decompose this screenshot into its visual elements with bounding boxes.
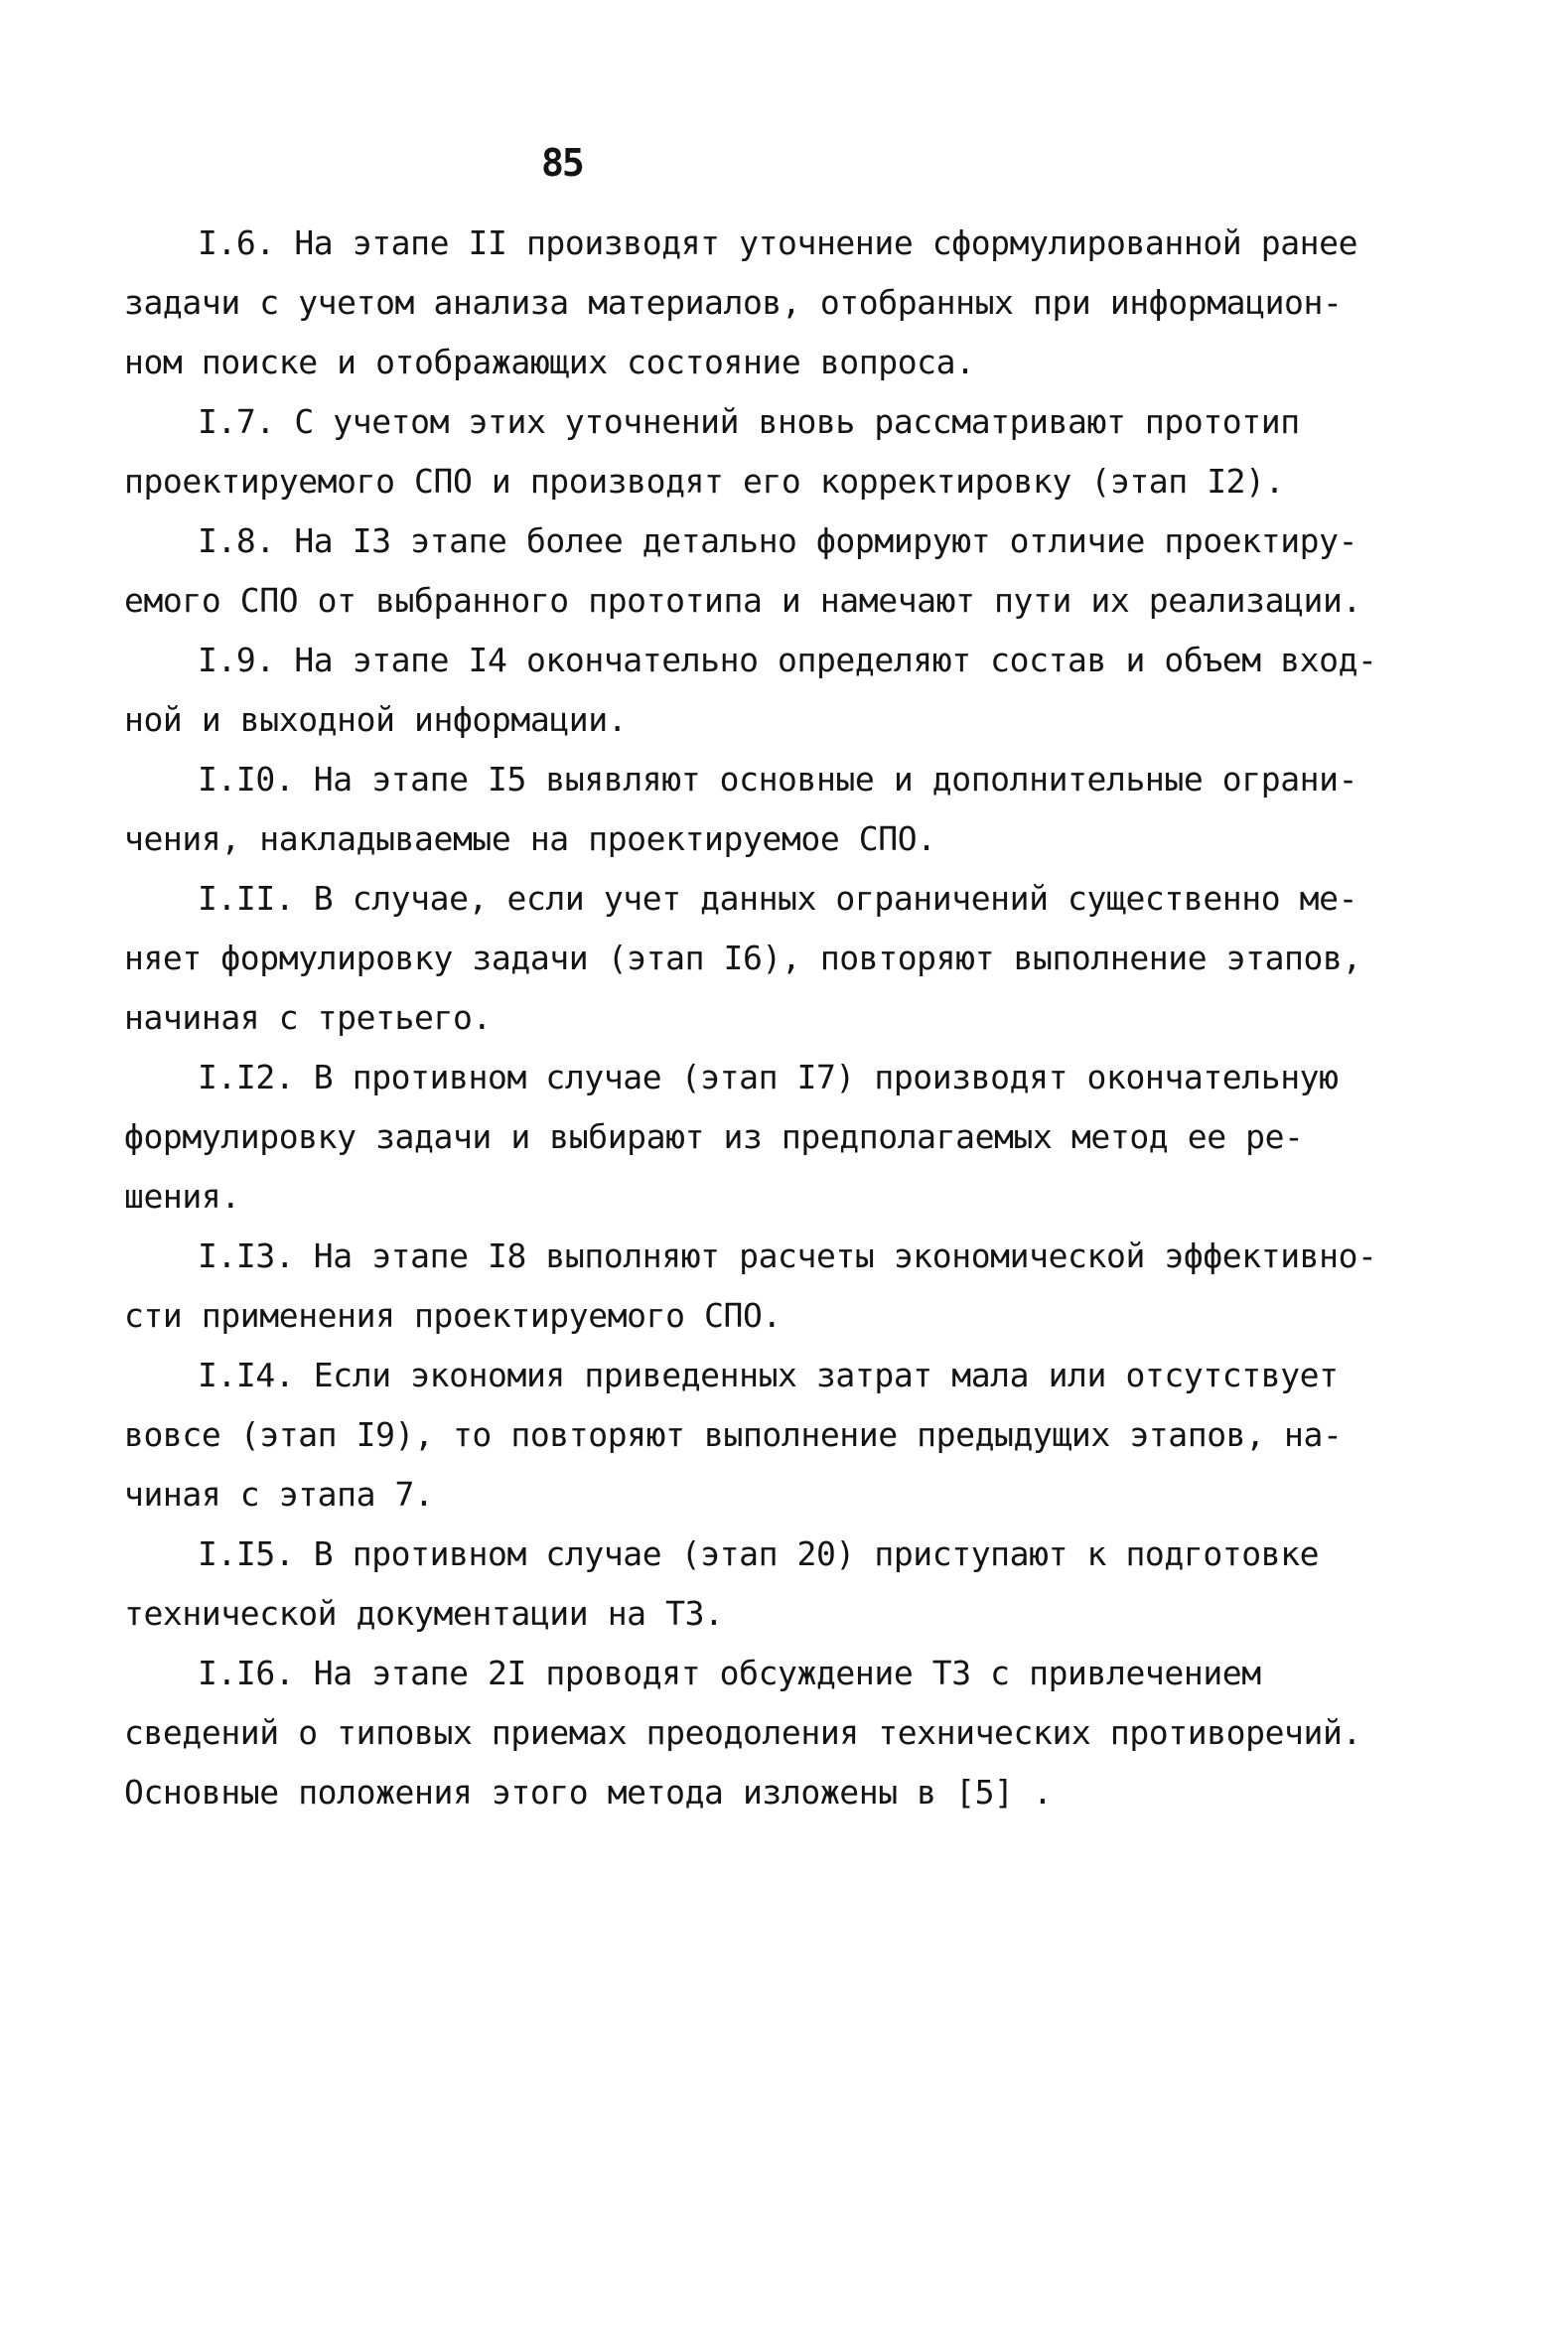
text-line: сти применения проектируемого СПО. bbox=[124, 1296, 782, 1335]
text-line: задачи с учетом анализа материалов, отобранных при информацион- bbox=[124, 283, 1343, 322]
text-line: технической документации на ТЗ. bbox=[124, 1594, 724, 1633]
text-line: няет формулировку задачи (этап I6), повторяют выполнение этапов, bbox=[124, 939, 1361, 977]
text-line: сведений о типовых приемах преодоления технических противоречий. bbox=[124, 1713, 1361, 1752]
text-line: I.9. На этапе I4 окончательно определяют состав и объем вход- bbox=[198, 641, 1377, 679]
text-line: I.I3. На этапе I8 выполняют расчеты экономической эффективно- bbox=[198, 1236, 1377, 1275]
text-line: I.I0. На этапе I5 выявляют основные и дополнительные ограни- bbox=[198, 760, 1358, 799]
document-body bbox=[124, 214, 1377, 1822]
text-line: вовсе (этап I9), то повторяют выполнение предыдущих этапов, на- bbox=[124, 1415, 1343, 1454]
text-line: емого СПО от выбранного прототипа и намечают пути их реализации. bbox=[124, 581, 1361, 620]
text-line: I.8. На I3 этапе более детально формируют отличие проектиру- bbox=[198, 521, 1358, 560]
text-line: I.I5. В противном случае (этап 20) приступают к подготовке bbox=[198, 1534, 1320, 1573]
text-line: ной и выходной информации. bbox=[124, 700, 628, 739]
text-line: чения, накладываемые на проектируемое СПО. bbox=[124, 819, 936, 858]
text-line: ном поиске и отображающих состояние вопроса. bbox=[124, 343, 975, 381]
text-line: I.I6. На этапе 2I проводят обсуждение ТЗ с привлечением bbox=[198, 1654, 1261, 1692]
text-line: Основные положения этого метода изложены в [5] . bbox=[124, 1773, 1053, 1812]
text-line: чиная с этапа 7. bbox=[124, 1475, 434, 1514]
text-line: I.I2. В противном случае (этап I7) производят окончательную bbox=[198, 1058, 1339, 1096]
text-line: I.I4. Если экономия приведенных затрат мала или отсутствует bbox=[198, 1356, 1339, 1394]
text-line: проектируемого СПО и производят его корректировку (этап I2). bbox=[124, 462, 1285, 501]
text-line: шения. bbox=[124, 1177, 240, 1216]
text-line: начиная с третьего. bbox=[124, 998, 492, 1037]
text-line: I.7. С учетом этих уточнений вновь рассматривают прототип bbox=[198, 402, 1300, 441]
text-line: формулировку задачи и выбирают из предполагаемых метод ее ре- bbox=[124, 1117, 1304, 1156]
text-line: I.II. В случае, если учет данных ограничений существенно ме- bbox=[198, 879, 1358, 918]
page-number: 85 bbox=[541, 141, 583, 185]
text-line: I.6. На этапе II производят уточнение сформулированной ранее bbox=[198, 223, 1358, 262]
